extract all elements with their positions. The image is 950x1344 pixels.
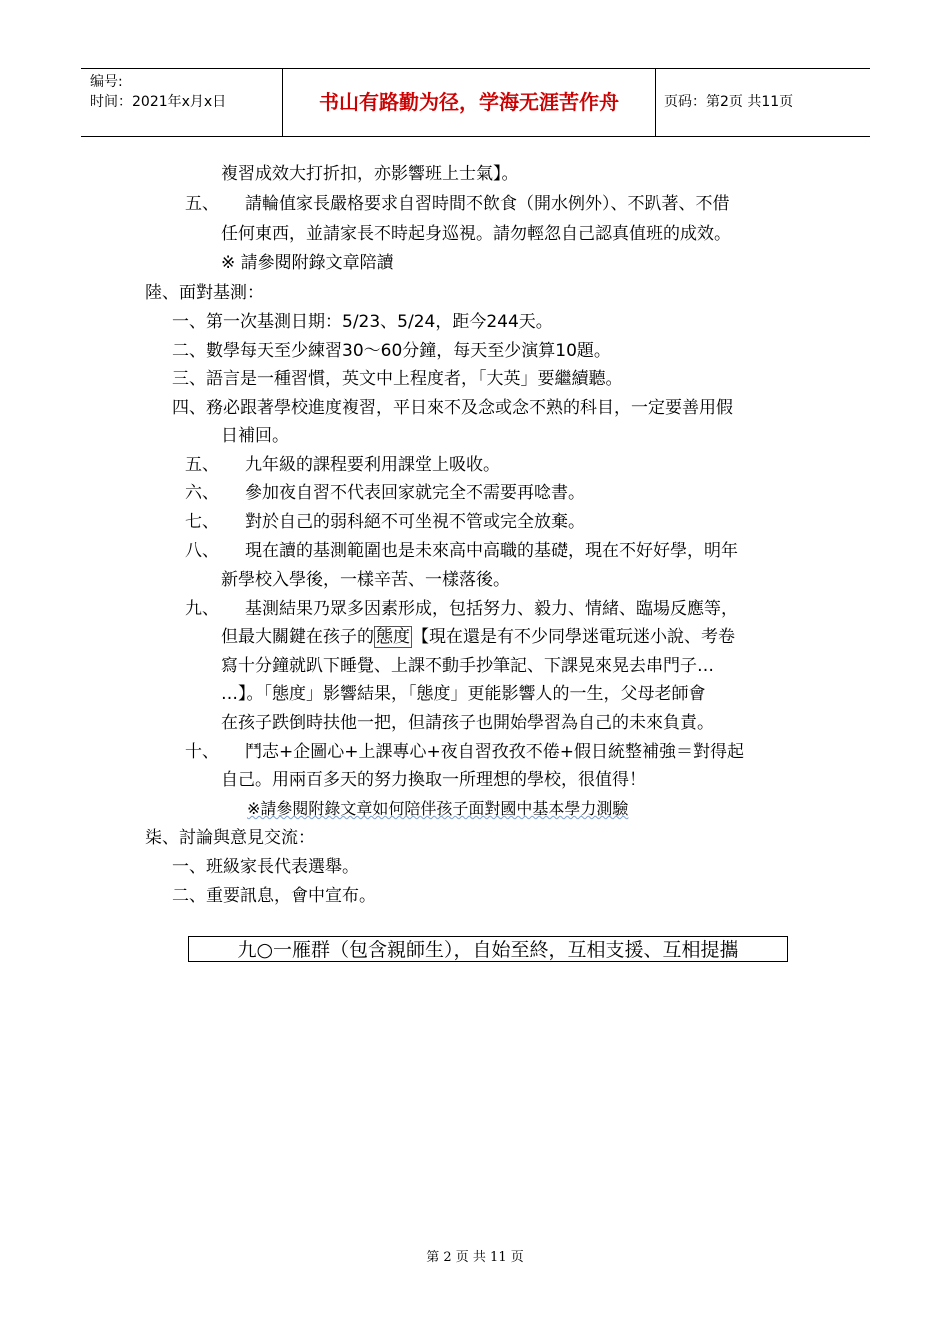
item-number: 七、 — [185, 512, 219, 532]
list-item: 二、重要訊息，會中宣布。 — [172, 886, 376, 906]
text-span: 但最大關鍵在孩子的 — [221, 627, 374, 647]
list-item-continuation: 寫十分鐘就趴下睡覺、上課不動手抄筆記、下課晃來晃去串門子… — [221, 656, 714, 676]
highlighted-attitude: 態度 — [376, 627, 410, 647]
list-item: 鬥志+企圖心+上課專心+夜自習孜孜不倦+假日統整補強＝對得起 — [245, 742, 744, 762]
reference-note: ※ 請參閱附錄文章陪讀 — [221, 253, 394, 273]
continued-line: 複習成效大打折扣，亦影響班上士氣】。 — [221, 164, 519, 184]
item-number: 十、 — [185, 742, 219, 762]
header-page-label: 页码：第2页 共11页 — [664, 94, 794, 110]
section-heading: 陸、面對基測： — [145, 283, 264, 303]
item-number: 五、 — [185, 194, 219, 214]
list-item: 基測結果乃眾多因素形成，包括努力、毅力、情緒、臨場反應等， — [245, 599, 738, 619]
item-number: 九、 — [185, 599, 219, 619]
list-item: 對於自己的弱科絕不可坐視不管或完全放棄。 — [245, 512, 585, 532]
item-number: 六、 — [185, 483, 219, 503]
header-table — [81, 68, 870, 137]
item-number: 五、 — [185, 455, 219, 475]
text-span: 【現在還是有不少同學迷電玩迷小說、考卷 — [412, 627, 735, 647]
list-item: 參加夜自習不代表回家就完全不需要再唸書。 — [245, 483, 585, 503]
list-item: 二、數學每天至少練習30～60分鐘，每天至少演算10題。 — [172, 341, 611, 361]
list-item-continuation: 在孩子跌倒時扶他一把，但請孩子也開始學習為自己的未來負責。 — [221, 713, 714, 733]
reference-note: ※請參閱附錄文章如何陪伴孩子面對國中基本學力測驗 — [247, 799, 629, 818]
paragraph-line: 任何東西，並請家長不時起身巡視。請勿輕忽自己認真值班的成效。 — [221, 224, 731, 244]
list-item: 一、班級家長代表選舉。 — [172, 857, 359, 877]
paragraph-line: 請輪值家長嚴格要求自習時間不飲食（開水例外）、不趴著、不借 — [245, 194, 730, 214]
list-item: 現在讀的基測範圍也是未來高中高職的基礎，現在不好好學，明年 — [245, 541, 738, 561]
list-item-continuation: 日補回。 — [221, 426, 289, 446]
item-number: 八、 — [185, 541, 219, 561]
list-item: 九年級的課程要利用課堂上吸收。 — [245, 455, 500, 475]
header-motto: 书山有路勤为径，学海无涯苦作舟 — [283, 69, 656, 136]
list-item: 三、語言是一種習慣，英文中上程度者，「大英」要繼續聽。 — [172, 369, 623, 389]
date-label: 时间：2021年x月x日 — [90, 94, 227, 110]
list-item: 四、務必跟著學校進度複習，平日來不及念或念不熟的科目，一定要善用假 — [172, 398, 733, 418]
page-footer: 第 2 页 共 11 页 — [426, 1250, 524, 1265]
header-meta-cell — [81, 69, 283, 136]
list-item-continuation — [221, 625, 735, 649]
list-item-continuation: 自己。用兩百多天的努力換取一所理想的學校，很值得！ — [221, 770, 646, 790]
list-item-continuation: 新學校入學後，一樣辛苦、一樣落後。 — [221, 570, 510, 590]
list-item-continuation: …】。「態度」影響結果，「態度」更能影響人的一生，父母老師會 — [221, 684, 706, 704]
list-item: 一、第一次基測日期：5/23、5/24，距今244天。 — [172, 312, 553, 332]
section-heading: 柒、討論與意見交流： — [145, 828, 315, 848]
doc-number-label: 编号: — [90, 74, 123, 90]
closing-slogan-box: 九○一雁群（包含親師生），自始至終，互相支援、互相提攜 — [188, 936, 788, 962]
